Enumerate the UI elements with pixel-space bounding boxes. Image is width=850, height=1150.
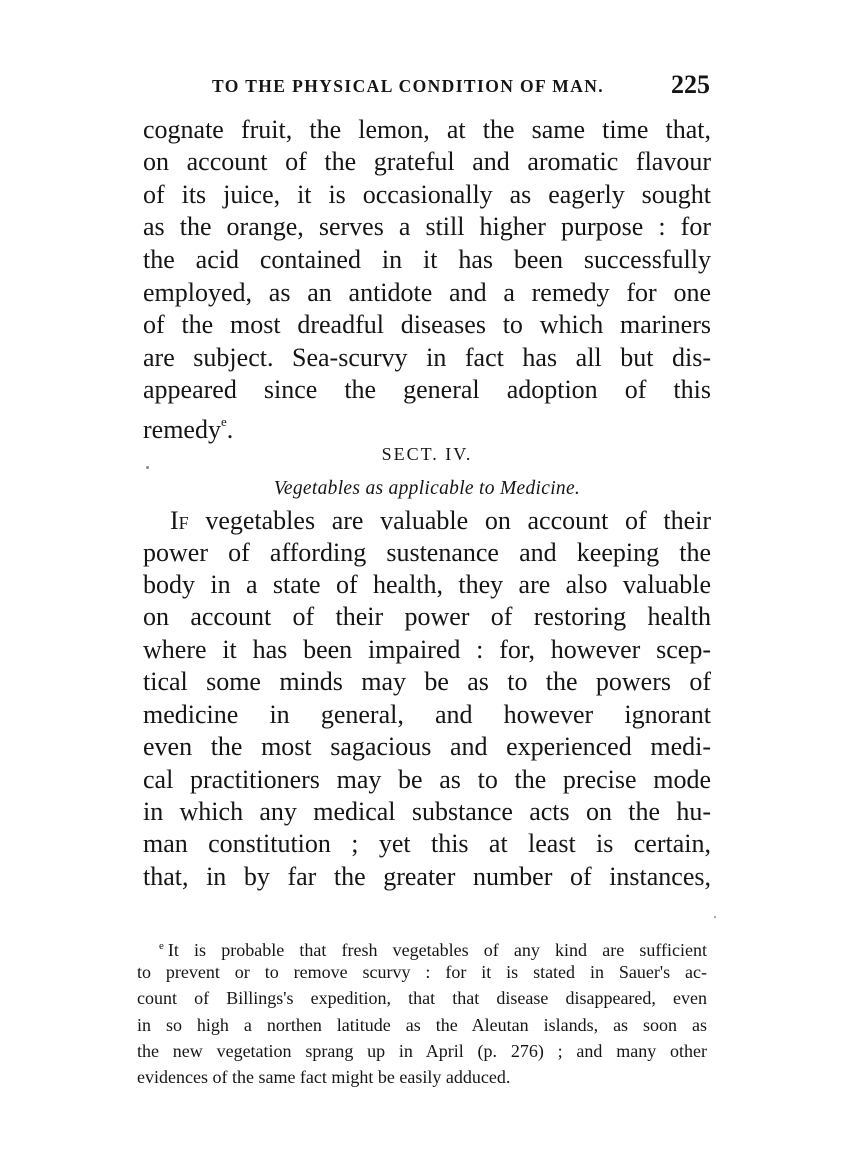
text-line: tical some minds may be as to the powers of [143, 667, 711, 696]
page-number: 225 [671, 70, 710, 99]
footnote-line: count of Billings's expedition, that that disease disappeared, even [137, 988, 707, 1008]
text-line: employed, as an antidote and a remedy for one [143, 278, 711, 307]
running-title: TO THE PHYSICAL CONDITION OF MAN. [212, 76, 605, 96]
text-line-first [170, 505, 711, 537]
footnote-line: the new vegetation sprang up in April (p. 276) ; and many other [137, 1041, 707, 1061]
text-line: even the most sagacious and experienced medi- [143, 732, 711, 761]
print-speck [146, 466, 149, 469]
text-line: cal practitioners may be as to the precise mode [143, 765, 711, 794]
footnote-marker: e [159, 940, 164, 952]
text-fragment: remedy [143, 415, 221, 444]
footnote-reference: e [220, 414, 227, 429]
text-line: on account of their power of restoring health [143, 602, 711, 631]
text-line: as the orange, serves a still higher purpose : for [143, 212, 711, 241]
footnote-line: to prevent or to remove scurvy : for it is stated in Sauer's ac- [137, 962, 707, 982]
text-line: where it has been impaired : for, however scep- [143, 635, 711, 664]
section-subtitle: Vegetables as applicable to Medicine. [273, 478, 581, 499]
initial-word: If [170, 506, 189, 535]
text-line: cognate fruit, the lemon, at the same time that, [143, 115, 711, 144]
footnote-line: in so high a northen latitude as the Aleutan islands, as soon as [137, 1015, 707, 1035]
text-line: man constitution ; yet this at least is certain, [143, 829, 711, 858]
text-line: appeared since the general adoption of this [143, 375, 711, 404]
text-line: medicine in general, and however ignorant [143, 700, 711, 729]
text-fragment: It is probable that fresh vegetables of any kind are sufficient [167, 940, 707, 960]
print-speck [714, 916, 716, 918]
text-line: that, in by far the greater number of instances, [143, 862, 711, 891]
text-fragment: vegetables are valuable on account of their [188, 506, 711, 535]
running-header [142, 68, 712, 108]
footnote-line-last: evidences of the same fact might be easily adduced. [137, 1067, 511, 1087]
text-line: power of affording sustenance and keeping the [143, 538, 711, 567]
text-line: of its juice, it is occasionally as eagerly sought [143, 180, 711, 209]
footnote-line-first [137, 933, 707, 959]
text-line: on account of the grateful and aromatic flavour [143, 147, 711, 176]
text-line: of the most dreadful diseases to which mariners [143, 310, 711, 339]
text-line: in which any medical substance acts on the hu- [143, 797, 711, 826]
section-heading: SECT. IV. [381, 444, 473, 464]
text-line: the acid contained in it has been successfully [143, 245, 711, 274]
text-line-last [143, 406, 711, 444]
text-fragment: . [226, 415, 234, 444]
text-line: body in a state of health, they are also valuable [143, 570, 711, 599]
text-line: are subject. Sea-scurvy in fact has all but dis- [143, 343, 711, 372]
